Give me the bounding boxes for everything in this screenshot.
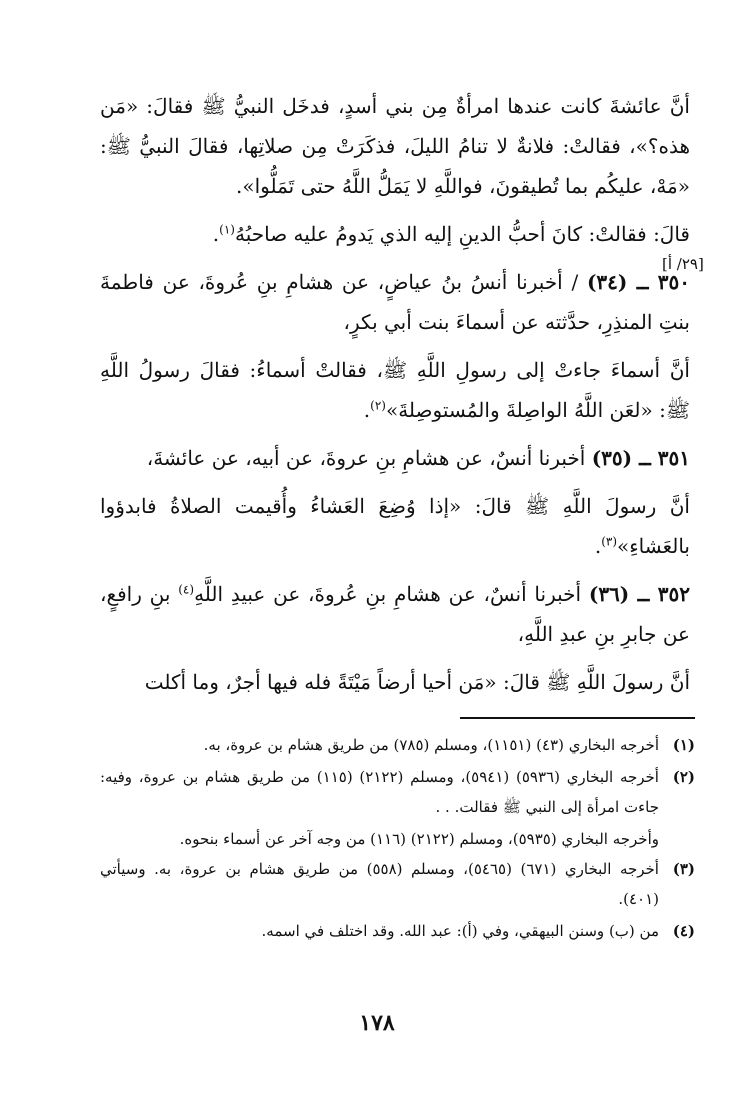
footnote-number: (٤) xyxy=(672,922,695,940)
footnote-number: (٣) xyxy=(672,860,695,878)
hadith-number: ٣٥٠ ــ (٣٤) xyxy=(586,270,690,294)
hadith-351-matn: أنَّ رسولَ اللَّهِ ﷺ قالَ: «إذا وُضِعَ العَشاءُ وأُقيمت الصلاةُ فابدؤوا بالعَشاءِ»$^{(٣)}$. xyxy=(100,494,690,558)
paragraph-text: أخبرنا أنسٌ، عن هشامِ بنِ عروةَ، عن أبيه، عن عائشةَ، xyxy=(146,446,592,470)
hadith-351-isnad xyxy=(100,438,690,478)
paragraph-text: / أخبرنا أنسُ بنُ عياضٍ، عن هشامِ بنِ عُروةَ، عن فاطمةَ بنتِ المنذِرِ، حدَّثته عن أسماءَ بنت أبي بكرٍ، xyxy=(100,270,690,334)
footnote-2 xyxy=(100,762,695,822)
footnote-text: أخرجه البخاري (٥٩٣٦) (٥٩٤١)، ومسلم (٢١٢٢) (١١٥) من طريق هشام بن عروة، وفيه: جاءت امرأة إلى النبي ﷺ فقالت. . . xyxy=(100,768,659,816)
footnote-2-continuation: وأخرجه البخاري (٥٩٣٥)، ومسلم (٢١٢٢) (١١٦) من وجه آخر عن أسماء بنحوه. xyxy=(179,830,659,848)
footnote-4 xyxy=(100,916,695,946)
main-text xyxy=(100,86,690,710)
paragraph-text: أنَّ رسولَ اللَّهِ ﷺ قالَ: «إذا وُضِعَ العَشاءُ وأُقيمت الصلاةُ فابدؤوا بالعَشاءِ» xyxy=(100,494,690,558)
footnote-text: أخرجه البخاري (٦٧١) (٥٤٦٥)، ومسلم (٥٥٨) من طريق هشام بن عروة، به. وسيأتي (٤٠١). xyxy=(100,860,659,908)
paragraph-text: أنَّ رسولَ اللَّهِ ﷺ قالَ: «مَن أحيا أرضاً مَيْتَةً فله فيها أجرٌ، وما أكلت xyxy=(144,670,690,694)
page-number: ١٧٨ xyxy=(359,1010,395,1036)
paragraph-text: أخبرنا أنسٌ، عن هشامِ بنِ عُروةَ، عن عبيدِ اللَّهِ xyxy=(194,582,589,606)
footnote-3 xyxy=(100,854,695,914)
manuscript-folio-note: [٢٩/ أ] xyxy=(662,255,704,273)
footnote-number: (٢) xyxy=(672,768,695,786)
paragraph-text: أنَّ أسماءَ جاءتْ إلى رسولِ اللَّهِ ﷺ، فقالتْ أسماءُ: فقالَ رسولُ اللَّهِ ﷺ: «لعَن اللَّهُ الواصِلةَ والمُستوصِلةَ» xyxy=(100,358,690,422)
paragraph-text: قالَ: فقالتْ: كانَ أحبُّ الدينِ إليه الذي يَدومُ عليه صاحبُهُ xyxy=(234,222,690,246)
hadith-352-isnad xyxy=(100,574,690,654)
footnote-ref[interactable]: (٤) xyxy=(178,582,195,597)
hadith-text-p1 xyxy=(100,86,690,206)
hadith-352-matn xyxy=(100,662,690,702)
footnote-ref[interactable]: (٢) xyxy=(370,398,386,413)
hadith-350-isnad xyxy=(100,262,690,342)
hadith-number: ٣٥١ ــ (٣٥) xyxy=(591,446,690,470)
footnote-1 xyxy=(100,730,695,760)
paragraph-text-tail: بنِ رافعٍ، عن جابرِ بنِ عبدِ اللَّهِ، xyxy=(100,582,690,646)
footnote-divider xyxy=(460,717,695,719)
hadith-number: ٣٥٢ ــ (٣٦) xyxy=(588,582,690,606)
paragraph-text: أنَّ عائشةَ كانت عندها امرأةٌ مِن بني أسدٍ، فدخَل النبيُّ ﷺ فقالَ: «مَن هذه؟»، فقالتْ: فلانةٌ لا تنامُ الليلَ، فذكَرَتْ مِن صلاتِها، فقالَ النبيُّ ﷺ: «مَهْ، عليكُم بما تُطيقونَ، فواللَّهِ لا يَمَلُّ اللَّهُ حتى تَمَلُّوا». xyxy=(100,94,690,198)
hadith-350-matn: أنَّ أسماءَ جاءتْ إلى رسولِ اللَّهِ ﷺ، فقالتْ أسماءُ: فقالَ رسولُ اللَّهِ ﷺ: «لعَن اللَّهُ الواصِلةَ والمُستوصِلةَ»$^{(٢)}$. xyxy=(100,358,690,422)
footnote-ref[interactable]: (٣) xyxy=(601,534,618,549)
footnote-text: من (ب) وسنن البيهقي، وفي (أ): عبد الله. وقد اختلف في اسمه. xyxy=(261,922,659,940)
hadith-text-p2: قالَ: فقالتْ: كانَ أحبُّ الدينِ إليه الذي يَدومُ عليه صاحبُهُ$^{(١)}$. xyxy=(212,222,690,246)
footnote-ref[interactable]: (١) xyxy=(219,222,235,237)
footnote-number: (١) xyxy=(672,736,695,754)
footnotes xyxy=(100,730,695,948)
footnote-text: أخرجه البخاري (٤٣) (١١٥١)، ومسلم (٧٨٥) من طريق هشام بن عروة، به. xyxy=(203,736,659,754)
